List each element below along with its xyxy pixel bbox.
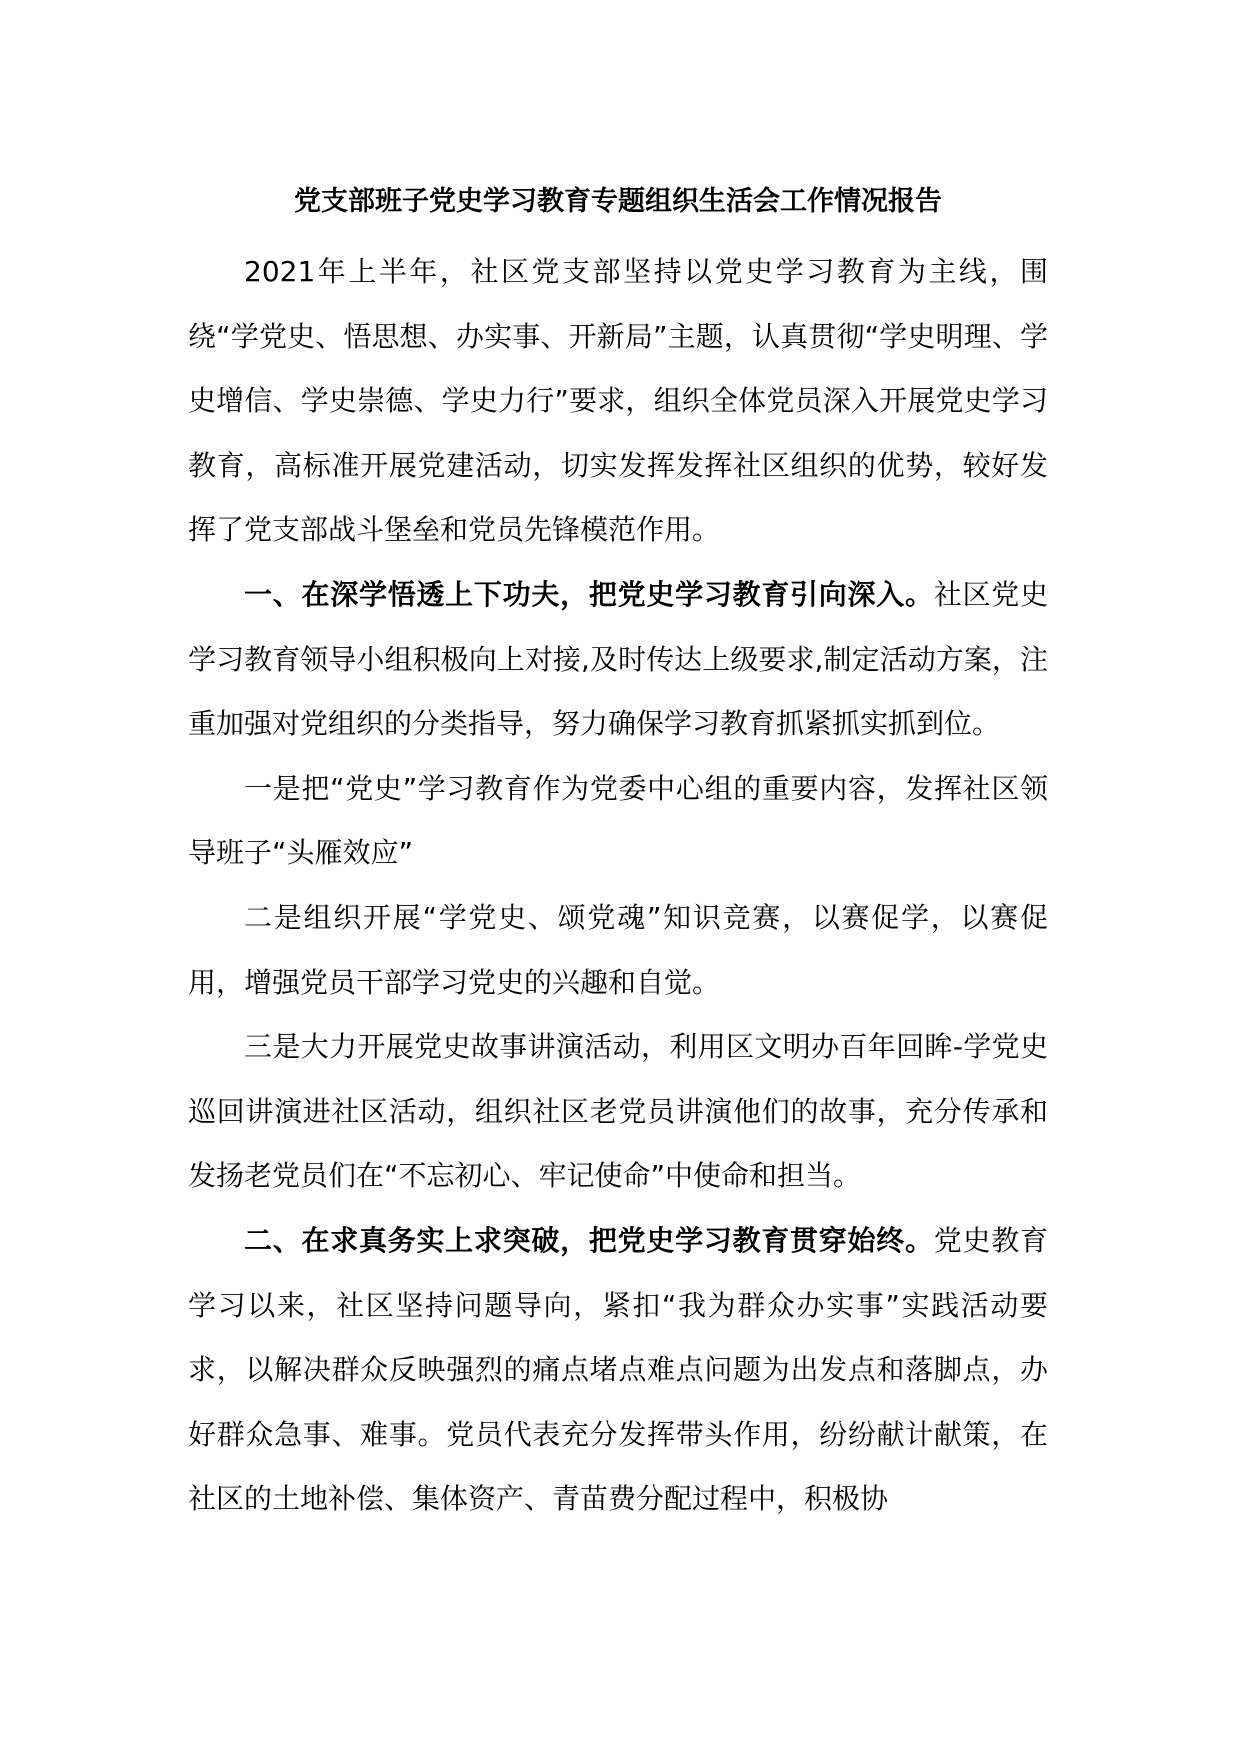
paragraph-section-one xyxy=(188,563,1048,757)
paragraph-section-two xyxy=(188,1209,1048,1532)
paragraph-text: 一是把“党史”学习教育作为党委中心组的重要内容，发挥社区领导班子“头雁效应” xyxy=(188,771,1048,870)
document-body xyxy=(188,182,1048,1532)
section-heading: 二、在求真务实上求突破，把党史学习教育贯穿始终。 xyxy=(244,1223,934,1257)
paragraph-text: 2021年上半年，社区党支部坚持以党史学习教育为主线，围绕“学党史、悟思想、办实事、开新局”主题，认真贯彻“学史明理、学史增信、学史崇德、学史力行”要求，组织全体党员深入开展党史学习教育，高标准开展党建活动，切实发挥发挥社区组织的优势，较好发挥了党支部战斗堡垒和党员先锋模范作用。 xyxy=(188,255,1048,547)
paragraph-point-two xyxy=(188,886,1048,1015)
paragraph-text: 二是组织开展“学党史、颂党魂”知识竞赛，以赛促学，以赛促用，增强党员干部学习党史的兴趣和自觉。 xyxy=(188,900,1048,999)
paragraph-text: 党史教育学习以来，社区坚持问题导向，紧扣“我为群众办实事”实践活动要求，以解决群众反映强烈的痛点堵点难点问题为出发点和落脚点，办好群众急事、难事。党员代表充分发挥带头作用，纷纷献计献策，在社区的土地补偿、集体资产、青苗费分配过程中，积极协 xyxy=(188,1223,1048,1516)
paragraph-intro xyxy=(188,240,1048,563)
paragraph-text: 社区党史学习教育领导小组积极向上对接,及时传达上级要求,制定活动方案，注重加强对党组织的分类指导，努力确保学习教育抓紧抓实抓到位。 xyxy=(188,577,1048,741)
paragraph-point-three xyxy=(188,1015,1048,1209)
section-heading: 一、在深学悟透上下功夫，把党史学习教育引向深入。 xyxy=(244,577,934,611)
paragraph-point-one xyxy=(188,757,1048,886)
paragraph-text: 三是大力开展党史故事讲演活动，利用区文明办百年回眸-学党史巡回讲演进社区活动，组织社区老党员讲演他们的故事，充分传承和发扬老党员们在“不忘初心、牢记使命”中使命和担当。 xyxy=(188,1030,1048,1193)
document-title: 党支部班子党史学习教育专题组织生活会工作情况报告 xyxy=(294,186,942,217)
